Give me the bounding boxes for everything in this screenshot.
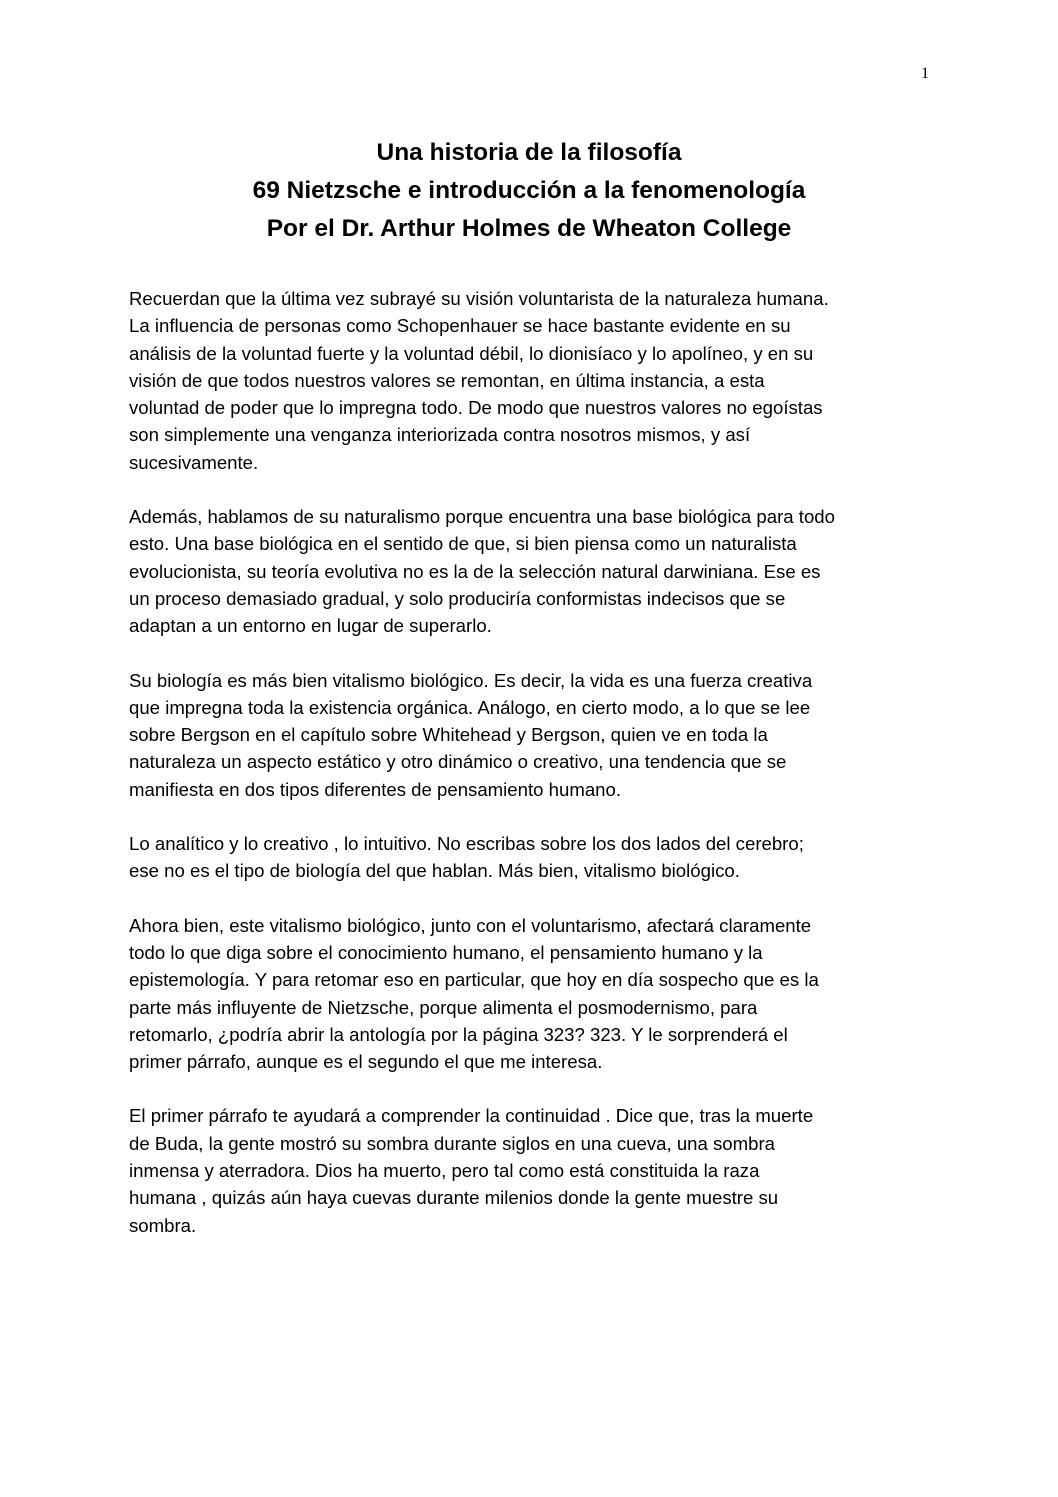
text-line: epistemología. Y para retomar eso en particular, que hoy en día sospecho que es la [129, 969, 819, 991]
title-line-author: Por el Dr. Arthur Holmes de Wheaton College [266, 215, 792, 242]
title-line-series: Una historia de la filosofía [376, 139, 682, 166]
text-line: Lo analítico y lo creativo , lo intuitivo. No escribas sobre los dos lados del cerebro; [129, 833, 804, 855]
paragraph-6 [129, 1102, 949, 1238]
text-line: visión de que todos nuestros valores se remontan, en última instancia, a esta [129, 369, 765, 391]
text-line: manifiesta en dos tipos diferentes de pensamiento humano. [129, 778, 622, 800]
text-line: El primer párrafo te ayudará a comprender la continuidad . Dice que, tras la muerte [129, 1105, 814, 1127]
text-line: retomarlo, ¿podría abrir la antología por la página 323? 323. Y le sorprenderá el [129, 1023, 788, 1045]
text-line: Recuerdan que la última vez subrayé su visión voluntarista de la naturaleza humana. [129, 288, 829, 309]
text-line: todo lo que diga sobre el conocimiento humano, el pensamiento humano y la [129, 941, 763, 963]
text-line: ese no es el tipo de biología del que hablan. Más bien, vitalismo biológico. [129, 860, 740, 882]
document-title [0, 134, 1058, 248]
text-line: parte más influyente de Nietzsche, porque alimenta el posmodernismo, para [129, 996, 758, 1018]
page-number: 1 [921, 65, 929, 82]
text-line: sobre Bergson en el capítulo sobre Whitehead y Bergson, quien ve en toda la [129, 724, 768, 746]
text-line: humana , quizás aún haya cuevas durante milenios donde la gente muestre su [129, 1187, 779, 1209]
text-line: esto. Una base biológica en el sentido de que, si bien piensa como un naturalista [129, 533, 797, 555]
text-line: La influencia de personas como Schopenhauer se hace bastante evidente en su [129, 315, 791, 337]
text-line: voluntad de poder que lo impregna todo. De modo que nuestros valores no egoístas [129, 397, 823, 419]
text-line: análisis de la voluntad fuerte y la voluntad débil, lo dionisíaco y lo apolíneo, y en su [129, 342, 814, 364]
text-line: evolucionista, su teoría evolutiva no es la de la selección natural darwiniana. Ese es [129, 560, 821, 582]
text-line: adaptan a un entorno en lugar de superarlo. [129, 615, 492, 637]
paragraph-3 [129, 667, 949, 803]
text-line: primer párrafo, aunque es el segundo el que me interesa. [129, 1051, 603, 1073]
text-line: de Buda, la gente mostró su sombra durante siglos en una cueva, una sombra [129, 1132, 776, 1154]
text-line: sombra. [129, 1214, 197, 1236]
paragraph-4 [129, 830, 949, 885]
text-line: que impregna toda la existencia orgánica. Análogo, en cierto modo, a lo que se lee [129, 696, 811, 718]
text-line: Su biología es más bien vitalismo biológico. Es decir, la vida es una fuerza creativa [129, 669, 813, 691]
text-line: Además, hablamos de su naturalismo porque encuentra una base biológica para todo [129, 506, 835, 528]
body-text [129, 285, 949, 1266]
text-line: naturaleza un aspecto estático y otro dinámico o creativo, una tendencia que se [129, 751, 787, 773]
paragraph-1 [129, 285, 949, 476]
paragraph-2 [129, 503, 949, 639]
text-line: son simplemente una venganza interiorizada contra nosotros mismos, y así [129, 424, 751, 446]
text-line: un proceso demasiado gradual, y solo produciría conformistas indecisos que se [129, 587, 786, 609]
text-line: Ahora bien, este vitalismo biológico, junto con el voluntarismo, afectará claramente [129, 914, 812, 936]
text-line: sucesivamente. [129, 451, 259, 473]
title-line-lecture: 69 Nietzsche e introducción a la fenomenología [252, 177, 806, 204]
text-line: inmensa y aterradora. Dios ha muerto, pero tal como está constituida la raza [129, 1160, 760, 1182]
paragraph-5 [129, 912, 949, 1076]
